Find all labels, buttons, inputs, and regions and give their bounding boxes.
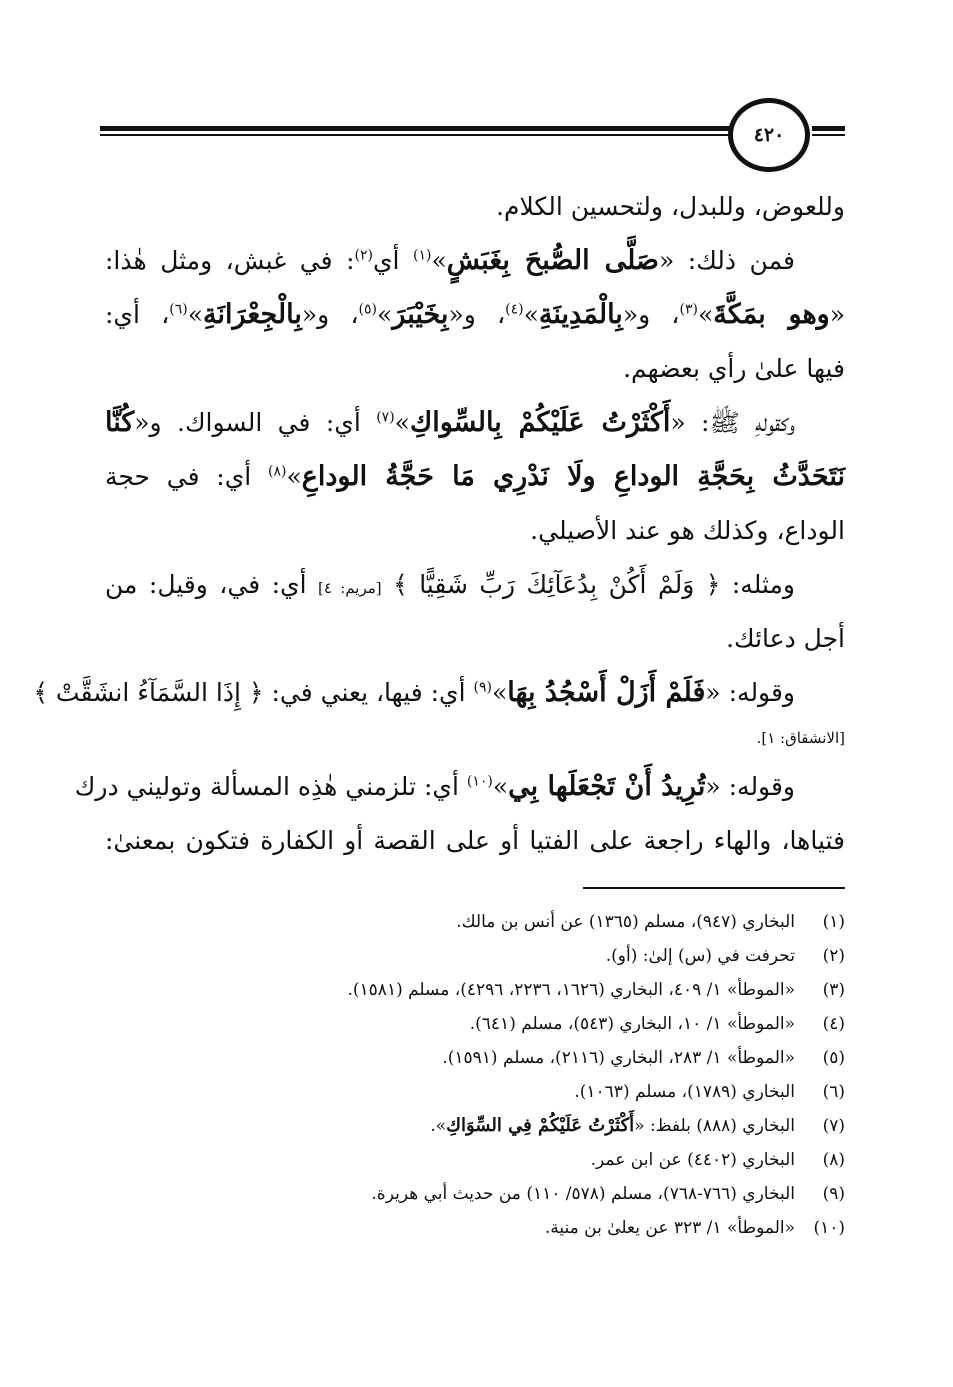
footnote <box>105 1109 845 1143</box>
footnotes <box>105 905 845 1245</box>
page-header <box>100 96 845 176</box>
footnote-ref: (١٠) <box>466 773 493 790</box>
text-run: البخاري (٧٦٦-٧٦٨)، مسلم (٥٧٨/ ١١٠) من حديث أبي هريرة. <box>371 1184 795 1204</box>
text-line <box>33 666 845 720</box>
footnote-text <box>371 1177 795 1211</box>
emphasized-text: أَكْثَرْتُ عَلَيْكُمْ فِي السِّوَاكِ <box>446 1115 635 1136</box>
footnote-ref: (٢) <box>354 247 373 264</box>
text-line <box>74 760 845 814</box>
text-run: « <box>829 300 846 329</box>
text-run: «الموطأ» ١/ ١٠، البخاري (٥٤٣)، مسلم (٦٤١). <box>469 1014 795 1034</box>
text-run: » <box>491 678 508 707</box>
footnote <box>105 1041 845 1075</box>
emphasized-text: وهو بمَكَّةَ <box>713 299 830 330</box>
footnote-text <box>442 1041 795 1075</box>
footnote-number: (٢) <box>822 946 845 966</box>
text-run: » <box>492 772 509 801</box>
text-run: » <box>394 408 410 437</box>
text-run: ، و« <box>301 300 359 329</box>
emphasized-text: بِالْمَدِينَةِ <box>538 299 623 330</box>
text-run: » <box>286 462 302 491</box>
text-run: أي: تلزمني هٰذِه المسألة وتوليني درك <box>74 772 467 801</box>
text-run: أي: في السواك. و« <box>134 408 377 437</box>
footnote-ref: (٦) <box>169 301 188 318</box>
text-line <box>105 396 845 450</box>
text-line <box>105 450 845 504</box>
footnote-number: (١٠) <box>813 1218 845 1238</box>
text-line <box>105 504 845 558</box>
footnote-text <box>606 939 795 973</box>
emphasized-text: بِخَيْبَرَ <box>392 299 449 330</box>
footnote-ref: (٣) <box>679 301 698 318</box>
text-run: أي: في، وقيل: من <box>105 570 319 599</box>
text-run: البخاري (١٧٨٩)، مسلم (١٠٦٣). <box>574 1082 795 1102</box>
page-number: ٤٢٠ <box>728 98 810 172</box>
text-run: ومثله: ﴿ وَلَمْ أَكُنْ بِدُعَآئِكَ رَبِّ شَقِيًّا ﴾ <box>381 570 795 599</box>
footnote-number: (١) <box>822 912 845 932</box>
footnote <box>105 1211 845 1245</box>
main-text <box>33 180 846 868</box>
text-run: ، و« <box>622 300 680 329</box>
text-line <box>105 720 845 760</box>
text-run: البخاري (٤٤٠٢) عن ابن عمر. <box>590 1150 795 1170</box>
header-rule-thin <box>100 134 730 136</box>
header-rule-thin-right <box>812 134 845 136</box>
emphasized-text: نَتَحَدَّثُ بِحَجَّةِ الوداعِ ولَا نَدْرِي مَا حَجَّةُ الوداعِ <box>301 461 846 492</box>
text-line <box>105 558 845 612</box>
emphasized-text: صَلَّى الصُّبحَ بِغَبَشٍ <box>446 245 659 276</box>
footnote-number: (٧) <box>822 1116 845 1136</box>
text-run: » <box>523 300 539 329</box>
footnote-text <box>430 1109 795 1143</box>
text-run: تحرفت في (س) إلىٰ: (أو). <box>605 946 795 966</box>
footnote-text <box>574 1075 795 1109</box>
emphasized-text: أَكْثَرْتُ عَلَيْكُمْ بِالسِّواكِ <box>409 407 671 438</box>
emphasized-text: فَلَمْ أَزَلْ أَسْجُدُ بِهَا <box>507 677 706 708</box>
text-run: » <box>187 300 204 329</box>
text-run: » <box>697 300 714 329</box>
footnote <box>105 905 845 939</box>
footnote-ref: (٨) <box>268 463 287 480</box>
text-line <box>105 288 845 342</box>
footnote-number: (٩) <box>822 1184 845 1204</box>
text-run: فمن ذلك: « <box>658 246 795 275</box>
footnote <box>105 1075 845 1109</box>
text-line <box>105 180 845 234</box>
emphasized-text: تُرِيدُ أَنْ تَجْعَلَها بِي <box>508 771 706 802</box>
footnote-number: (٦) <box>822 1082 845 1102</box>
text-run: » <box>431 246 447 275</box>
text-run: : في غبش، ومثل هٰذا: <box>105 246 355 275</box>
emphasized-text: كُنَّا <box>105 407 135 438</box>
header-rule-thick <box>100 126 730 131</box>
text-line <box>105 342 845 396</box>
text-run: أي <box>372 246 414 275</box>
text-run: البخاري (٩٤٧)، مسلم (١٣٦٥) عن أنس بن مالك. <box>456 912 795 932</box>
footnote-text <box>591 1143 795 1177</box>
footnote-text <box>348 973 796 1007</box>
footnote-text <box>456 905 795 939</box>
footnote-number: (٣) <box>822 980 845 1000</box>
text-line <box>105 234 845 288</box>
citation: [مريم: ٤] <box>318 579 382 597</box>
text-run: ، و« <box>448 300 506 329</box>
footnote <box>105 1143 845 1177</box>
text-run: «الموطأ» ١/ ٤٠٩، البخاري (١٦٢٦، ٢٢٣٦، ٤٢٩٦)، مسلم (١٥٨١). <box>347 980 795 1000</box>
footnote-number: (٨) <box>822 1150 845 1170</box>
footnote <box>105 973 845 1007</box>
text-run: أجل دعائك. <box>726 624 845 653</box>
footnote <box>105 939 845 973</box>
text-run: «الموطأ» ١/ ٣٢٣ عن يعلىٰ بن منية. <box>544 1218 795 1238</box>
text-line <box>105 612 845 666</box>
footnote-ref: (٩) <box>473 679 492 696</box>
text-run: «الموطأ» ١/ ٢٨٣، البخاري (٢١١٦)، مسلم (١٥٩١). <box>442 1048 795 1068</box>
footnote-number: (٤) <box>822 1014 845 1034</box>
text-run: البخاري (٨٨٨) بلفظ: « <box>634 1116 795 1136</box>
emphasized-text: بِالْجِعْرَانَةِ <box>203 299 302 330</box>
footnote-ref: (٥) <box>358 301 378 318</box>
text-run: ، أي: <box>105 300 170 329</box>
footnote-ref: (١) <box>413 247 432 264</box>
footnote <box>105 1007 845 1041</box>
text-run: وللعوض، وللبدل، ولتحسين الكلام. <box>496 192 845 221</box>
text-run: أي: في حجة <box>105 462 269 491</box>
footnote <box>105 1177 845 1211</box>
text-run: فتياها، والهاء راجعة على الفتيا أو على القصة أو الكفارة فتكون بمعنىٰ: <box>105 826 845 855</box>
text-run: ». <box>430 1116 447 1136</box>
text-run: أي: فيها، يعني في: ﴿ إِذَا السَّمَآءُ انشَقَّتْ ﴾ <box>33 678 474 707</box>
text-run: الوداع، وكذلك هو عند الأصيلي. <box>530 516 845 545</box>
footnote-ref: (٧) <box>376 409 395 426</box>
footnote-number: (٥) <box>822 1048 845 1068</box>
text-run: فيها علىٰ رأي بعضهم. <box>623 354 845 383</box>
footnote-ref: (٤) <box>505 301 524 318</box>
text-run: » <box>377 300 393 329</box>
header-rule-thick-right <box>812 126 845 131</box>
text-line <box>105 814 845 868</box>
footnote-text <box>470 1007 795 1041</box>
footnote-text <box>545 1211 795 1245</box>
text-run: وقوله: « <box>705 772 795 801</box>
text-run: وقوله: « <box>705 678 795 707</box>
text-run: وكقولهِ ﷺ: « <box>670 408 796 437</box>
footnote-separator <box>583 887 845 889</box>
text-run: [الانشقاق: ١]. <box>756 729 845 747</box>
